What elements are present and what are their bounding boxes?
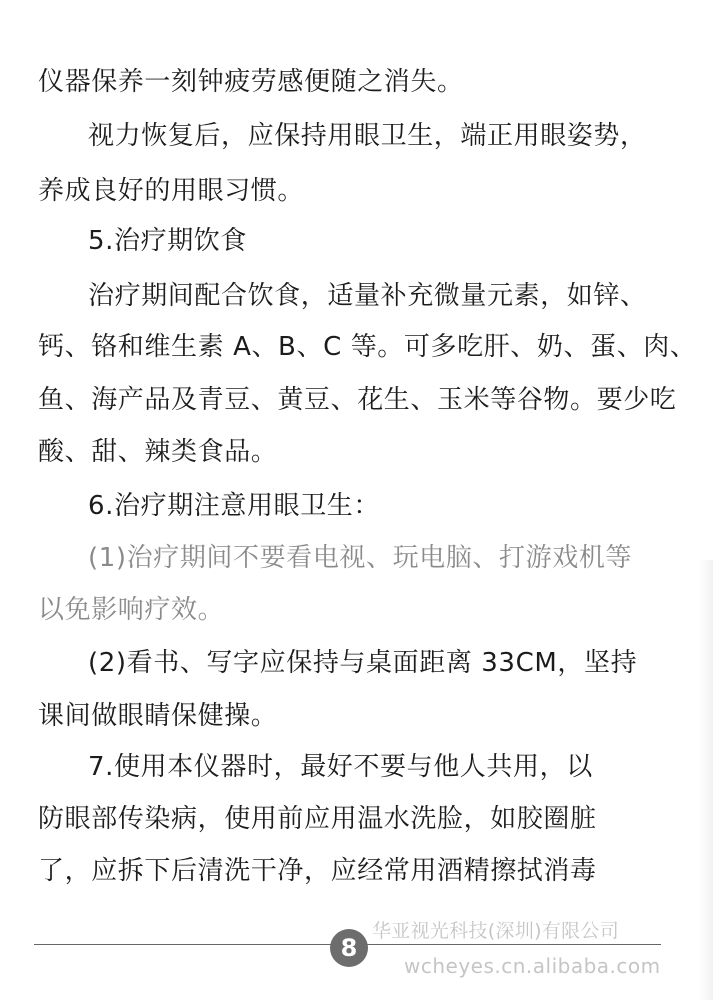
watermark-url: wcheyes.cn.alibaba.com [404, 954, 661, 978]
text-line-8: 酸、甜、辣类食品。 [38, 437, 278, 467]
text-line-6: 钙、铬和维生素 A、B、C 等。可多吃肝、奶、蛋、肉、 [38, 332, 697, 362]
section-heading-5: 5.治疗期饮食 [88, 226, 248, 256]
text-line-7: 鱼、海产品及青豆、黄豆、花生、玉米等谷物。要少吃 [38, 385, 677, 415]
text-line-10: (1)治疗期间不要看电视、玩电脑、打游戏机等 [88, 543, 633, 573]
text-line-16: 了，应拆下后清洗干净，应经常用酒精擦拭消毒 [38, 856, 597, 886]
section-heading-7: 7.使用本仪器时，最好不要与他人共用，以 [88, 752, 593, 782]
text-line-3: 养成良好的用眼习惯。 [38, 176, 305, 206]
watermark-company: 华亚视光科技(深圳)有限公司 [372, 920, 620, 942]
text-line-13: 课间做眼睛保健操。 [38, 701, 278, 731]
page-number-badge: 8 [330, 929, 368, 967]
section-heading-6: 6.治疗期注意用眼卫生： [88, 491, 381, 521]
text-line-2: 视力恢复后，应保持用眼卫生，端正用眼姿势， [88, 121, 647, 151]
text-line-5: 治疗期间配合饮食，适量补充微量元素，如锌、 [88, 281, 647, 311]
text-line-11: 以免影响疗效。 [38, 595, 225, 625]
page-edge-shadow [699, 560, 713, 1000]
text-line-12: (2)看书、写字应保持与桌面距离 33CM，坚持 [88, 648, 638, 678]
text-line-15: 防眼部传染病，使用前应用温水洗脸，如胶圈脏 [38, 804, 597, 834]
text-line-1: 仪器保养一刻钟疲劳感便随之消失。 [38, 67, 464, 97]
